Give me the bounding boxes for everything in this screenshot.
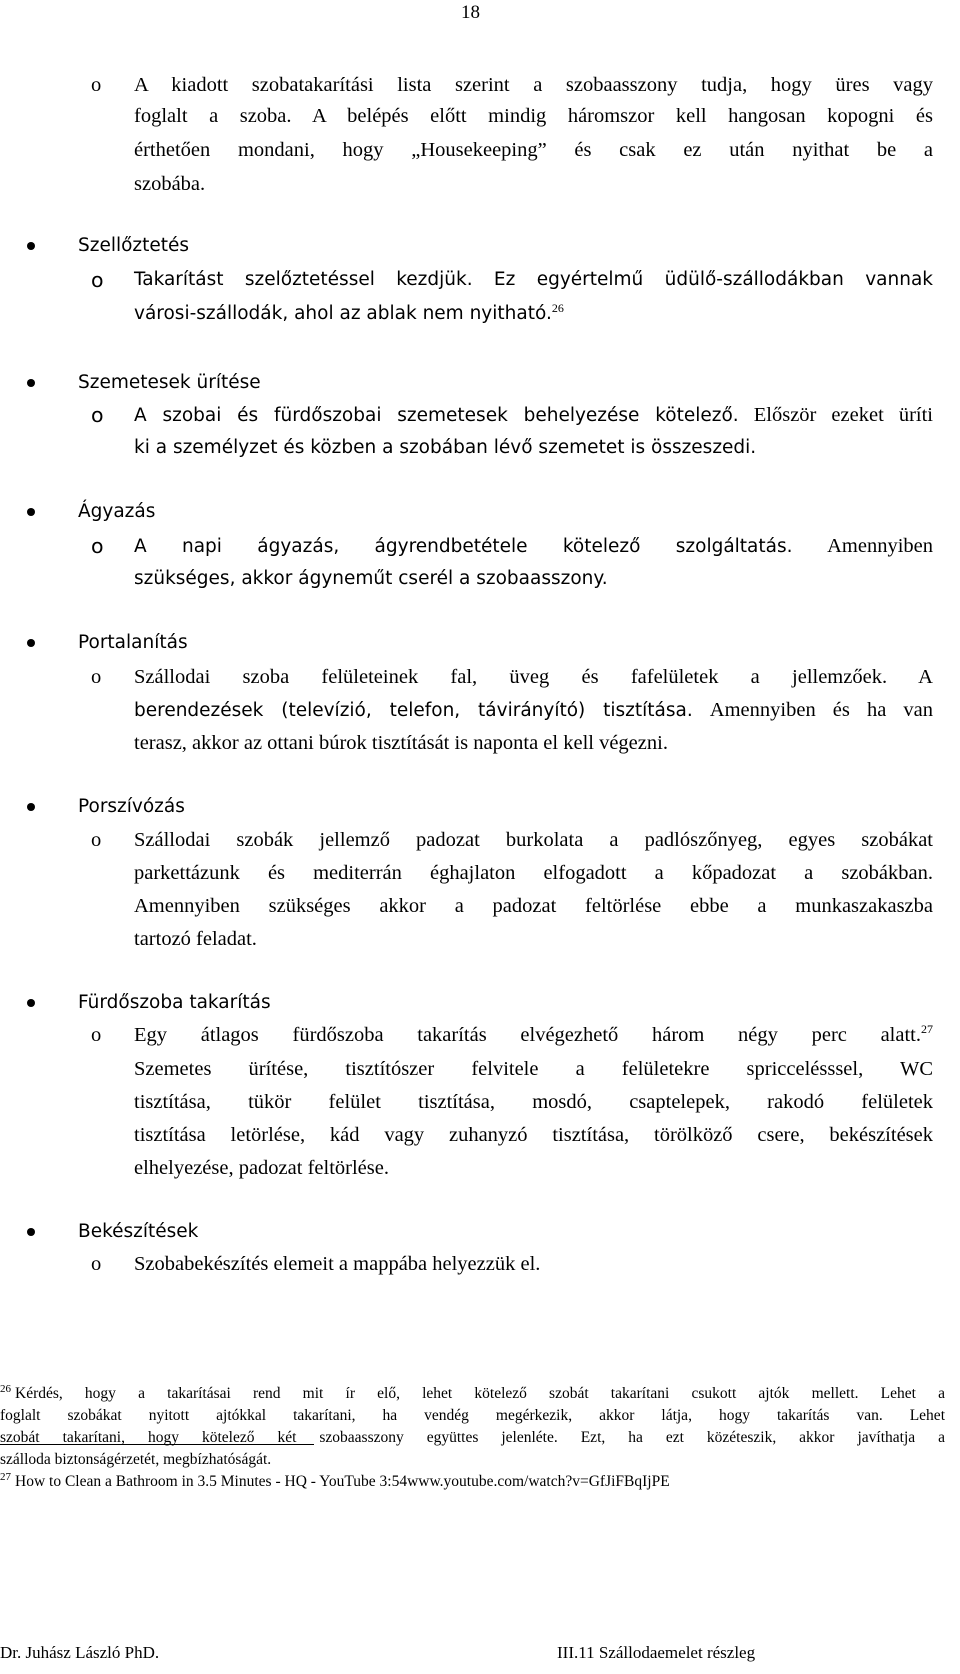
body-line: érthetően mondani, hogy „Housekeeping” és csak ez után nyithat be a — [134, 139, 933, 161]
sub-item-marker: o — [91, 666, 102, 688]
section-heading: Szemetesek ürítése — [78, 372, 261, 393]
bullet-icon — [27, 508, 35, 516]
body-line-text: Először ezeket üríti — [753, 404, 933, 426]
section-heading: Fürdőszoba takarítás — [78, 992, 271, 1013]
body-line: tartozó feladat. — [134, 928, 257, 950]
sub-item-marker: o — [91, 403, 104, 427]
footnote-line: foglalt szobákat nyitott ajtókkal takarítani, ha vendég megérkezik, akkor látja, hogy takarítás van. Lehet — [0, 1407, 945, 1424]
sub-item-marker: o — [91, 829, 102, 851]
body-line: Takarítást szelőztetéssel kezdjük. Ez egyértelmű üdülő-szállodákban vannak — [134, 269, 933, 290]
footnote-ref: 27 — [921, 1022, 933, 1036]
body-line — [134, 1022, 933, 1048]
sub-item-marker: o — [91, 1024, 102, 1046]
body-line: tisztítása letörlése, kád vagy zuhanyzó tisztítása, törölköző csere, bekészítések — [134, 1124, 933, 1146]
body-line — [134, 301, 933, 327]
section-heading: Porszívózás — [78, 796, 185, 817]
bullet-icon — [27, 803, 35, 811]
footnote-line — [0, 1384, 945, 1404]
body-line — [134, 697, 933, 724]
body-line — [134, 533, 933, 560]
body-line-text: Egy átlagos fürdőszoba takarítás elvégezhető három négy perc alatt. — [134, 1024, 921, 1046]
bullet-icon — [27, 999, 35, 1007]
body-line-text: A napi ágyazás, ágyrendbetétele kötelező szolgáltatás. — [134, 536, 793, 557]
body-line-text: Amennyiben és ha van — [709, 699, 933, 721]
section-heading: Szellőztetés — [78, 235, 190, 256]
body-line: ki a személyzet és közben a szobában lévő szemetet is összeszedi. — [134, 437, 757, 458]
sub-item-marker: o — [91, 534, 104, 558]
body-line-text: Amennyiben — [827, 535, 934, 557]
bullet-icon — [27, 639, 35, 647]
body-line: Amennyiben szükséges akkor a padozat feltörlése ebbe a munkaszakaszba — [134, 895, 933, 917]
sub-item-marker: o — [91, 74, 102, 96]
footnote-text: Kérdés, hogy a takarításai rend mit ír elő, lehet kötelező szobát takarítani csukott ajtók mellett. Lehet a — [15, 1385, 945, 1402]
page-number: 18 — [461, 2, 480, 23]
footnote-ref: 26 — [551, 301, 564, 315]
footnote-line: szobát takarítani, hogy kötelező két szobaasszony együttes jelenléte. Ezt, ha ezt közéteszik, akkor javíthatja a — [0, 1429, 945, 1446]
body-line: elhelyezése, padozat feltörlése. — [134, 1157, 389, 1179]
body-line: foglalt a szoba. A belépés előtt mindig háromszor kell hangosan kopogni és — [134, 105, 933, 127]
body-line: Szemetes ürítése, tisztítószer felvitele a felületekre spriccelésssel, WC — [134, 1058, 933, 1080]
footnote-text: How to Clean a Bathroom in 3.5 Minutes - HQ - YouTube 3:54www.youtube.com/watch?v=GfJiFBqIjPE — [15, 1473, 670, 1490]
bullet-icon — [27, 1228, 35, 1236]
bullet-icon — [27, 379, 35, 387]
footnote-line: szálloda biztonságérzetét, megbízhatóságát. — [0, 1451, 272, 1468]
body-line: Szállodai szobák jellemző padozat burkolata a padlószőnyeg, egyes szobákat — [134, 829, 933, 851]
body-line: terasz, akkor az ottani búrok tisztítását is naponta el kell végezni. — [134, 732, 668, 754]
body-line-text: A szobai és fürdőszobai szemetesek behelyezése kötelező. — [134, 405, 739, 426]
body-line — [134, 402, 933, 429]
sub-item-marker: o — [91, 268, 104, 292]
footnote-number: 26 — [0, 1383, 11, 1395]
body-line: Szobabekészítés elemeit a mappába helyezzük el. — [134, 1253, 541, 1275]
footnote-line — [0, 1472, 945, 1492]
body-line: tisztítása, tükör felület tisztítása, mosdó, csaptelepek, rakodó felületek — [134, 1091, 933, 1113]
body-line: Szállodai szoba felületeinek fal, üveg és fafelületek a jellemzőek. A — [134, 666, 933, 688]
body-line-text: városi-szállodák, ahol az ablak nem nyitható. — [134, 303, 552, 324]
section-heading: Portalanítás — [78, 632, 188, 653]
footer-author: Dr. Juhász László PhD. — [0, 1643, 160, 1662]
bullet-icon — [27, 242, 35, 250]
sub-item-marker: o — [91, 1253, 102, 1275]
section-heading: Bekészítések — [78, 1221, 199, 1242]
body-line: A kiadott szobatakarítási lista szerint a szobaasszony tudja, hogy üres vagy — [134, 74, 933, 96]
footnote-number: 27 — [0, 1471, 11, 1483]
section-heading: Ágyazás — [78, 501, 156, 522]
footer-title: III.11 Szállodaemelet részleg — [557, 1643, 756, 1662]
body-line: szükséges, akkor ágyneműt cserél a szobaasszony. — [134, 568, 608, 589]
body-line-text: berendezések (televízió, telefon, távirányító) tisztítása. — [134, 700, 693, 721]
body-line: parkettázunk és mediterrán éghajlaton elfogadott a kőpadozat a szobákban. — [134, 862, 933, 884]
body-line: szobába. — [134, 173, 206, 195]
